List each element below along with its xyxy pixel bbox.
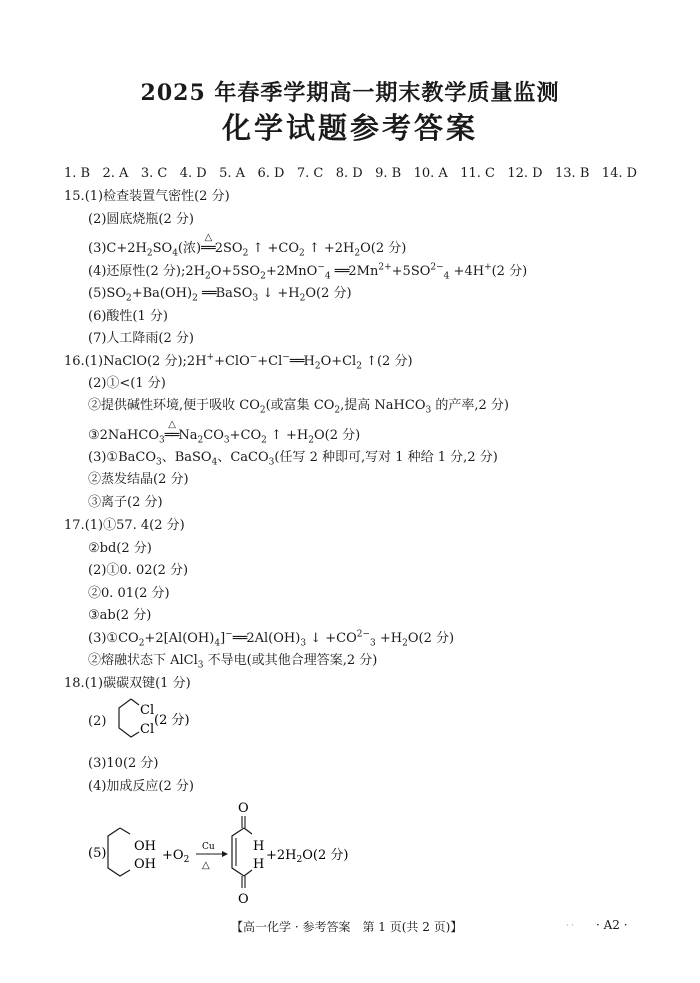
mc-answer: 7. C — [296, 166, 324, 181]
q18-line4: (4)加成反应(2 分) — [88, 779, 194, 794]
q15-line4: (4)还原性(2 分)$;2H_2O+5SO_2+2MnO^-_4$ $══2Mn^{2+}+5SO^{2-}_4 +4H^+(2$ 分) — [88, 262, 528, 282]
mc-answer: 6. D — [257, 166, 285, 181]
q18-part2-label: (2) — [88, 714, 107, 729]
dichlorocyclohexane-structure — [104, 694, 224, 754]
score-text: (2 分) — [154, 713, 190, 728]
chlorine-label: Cl — [140, 722, 155, 737]
q17-line7: ②熔融状态下 AlCl$_3$ 不导电(或其他合理答案,2 分) — [88, 653, 378, 671]
hydrogen-label: H — [253, 839, 265, 854]
byproduct-text: $+2H_2O(2$ 分) — [266, 848, 349, 865]
heat-equal-sign: △ ══ — [201, 232, 215, 256]
q16-line2: (2)①<(1 分) — [88, 376, 166, 391]
part-label: (5) — [88, 846, 107, 861]
answer-text: (1)检查装置气密性(2 分) — [84, 189, 230, 204]
q16-line4: ③2NaHCO$_3$ △ $══Na_2CO_3+CO_2$ ↑ $+H_2O(2$ 分) — [88, 419, 361, 446]
mc-answer: 8. D — [335, 166, 363, 181]
q16-line3: ②提供碱性环境,便于吸收 $CO_2$(或富集 $CO_2$,提高 NaHCO$_3$ 的产率,2 分) — [88, 398, 509, 416]
page-title-line2: 化学试题参考答案 — [221, 111, 478, 145]
heat-equal-sign: △ ══ — [164, 419, 179, 443]
mc-answer: 10. A — [413, 166, 448, 181]
hydrogen-label: H — [253, 857, 265, 872]
mc-answer: 13. B — [555, 166, 590, 181]
mc-answer: 2. A — [102, 166, 129, 181]
mc-answer: 5. A — [219, 166, 246, 181]
q17-line1: 17.(1)①57. 4(2 分) — [64, 518, 185, 533]
q16-line1: 16.(1)NaClO(2 分)$;2H^++ClO^-+Cl^-══H_2O+Cl_2$ ↑(2 分) — [64, 352, 413, 372]
footer-dots: · · — [566, 921, 574, 930]
q17-line4: ②0. 01(2 分) — [88, 586, 170, 601]
page-title-line1: 2025 年春季学期高一期末教学质量监测 — [140, 80, 560, 106]
q15-line3: $(3)C+2H_2SO_4$(浓) △ $══2SO_2$ ↑ $+CO_2$ ↑ $+2H_2O(2$ 分) — [88, 232, 407, 259]
q17-line5: ③ab(2 分) — [88, 608, 152, 623]
q15-line7: (7)人工降雨(2 分) — [88, 331, 194, 346]
mc-answer-row — [64, 166, 637, 182]
catalyst-label: Cu — [202, 842, 215, 852]
footer-page-info: 【高一化学 · 参考答案 第 1 页(共 2 页)】 — [231, 920, 463, 934]
q15-line1 — [64, 189, 230, 205]
q15-line5: $(5)SO_2+Ba(OH)_2$ ══BaSO$_3$ ↓ $+H_2O(2$ 分) — [88, 286, 352, 304]
q17-line6: $(3)①CO_2+2[Al(OH)_4]^-══2Al(OH)_3$ ↓ $+CO^{2-}_3 +H_2O(2$ 分) — [88, 629, 455, 649]
mc-answer: 3. C — [140, 166, 168, 181]
question-number: 16. — [64, 354, 85, 369]
q16-line5: (3)①BaCO$_3$、BaSO$_4$、CaCO$_3$(任写 2 种即可,写对 1 种给 1 分,2 分) — [88, 450, 498, 468]
q16-line7: ③离子(2 分) — [88, 495, 163, 510]
mc-answer: 11. C — [460, 166, 495, 181]
question-number: 18. — [64, 676, 85, 691]
q17-line3: (2)①0. 02(2 分) — [88, 563, 189, 578]
mc-answer: 9. B — [375, 166, 402, 181]
q15-line2: (2)圆底烧瓶(2 分) — [88, 212, 194, 227]
footer-code: · A2 · — [596, 918, 628, 932]
q16-line6: ②蒸发结晶(2 分) — [88, 472, 189, 487]
mc-answer: 4. D — [179, 166, 207, 181]
q18-line1: 18.(1)碳碳双键(1 分) — [64, 676, 191, 691]
question-number: 15. — [64, 189, 85, 204]
mc-answer: 1. B — [64, 166, 91, 181]
oxygen-label: O — [238, 892, 249, 907]
hydroxyl-label: OH — [134, 857, 156, 872]
heat-label: △ — [202, 860, 210, 871]
question-number: 17. — [64, 518, 85, 533]
hydroxyl-label: OH — [134, 839, 156, 854]
q18-line3: (3)10(2 分) — [88, 756, 159, 771]
chlorine-label: Cl — [140, 703, 155, 718]
oxidation-reaction-scheme — [86, 796, 386, 908]
oxygen-label: O — [238, 801, 249, 816]
mc-answer: 12. D — [507, 166, 543, 181]
oxygen-reagent: $+O_2$ — [162, 848, 190, 865]
q17-line2: ②bd(2 分) — [88, 541, 152, 556]
q15-line6: (6)酸性(1 分) — [88, 309, 168, 324]
mc-answer: 14. D — [601, 166, 638, 181]
